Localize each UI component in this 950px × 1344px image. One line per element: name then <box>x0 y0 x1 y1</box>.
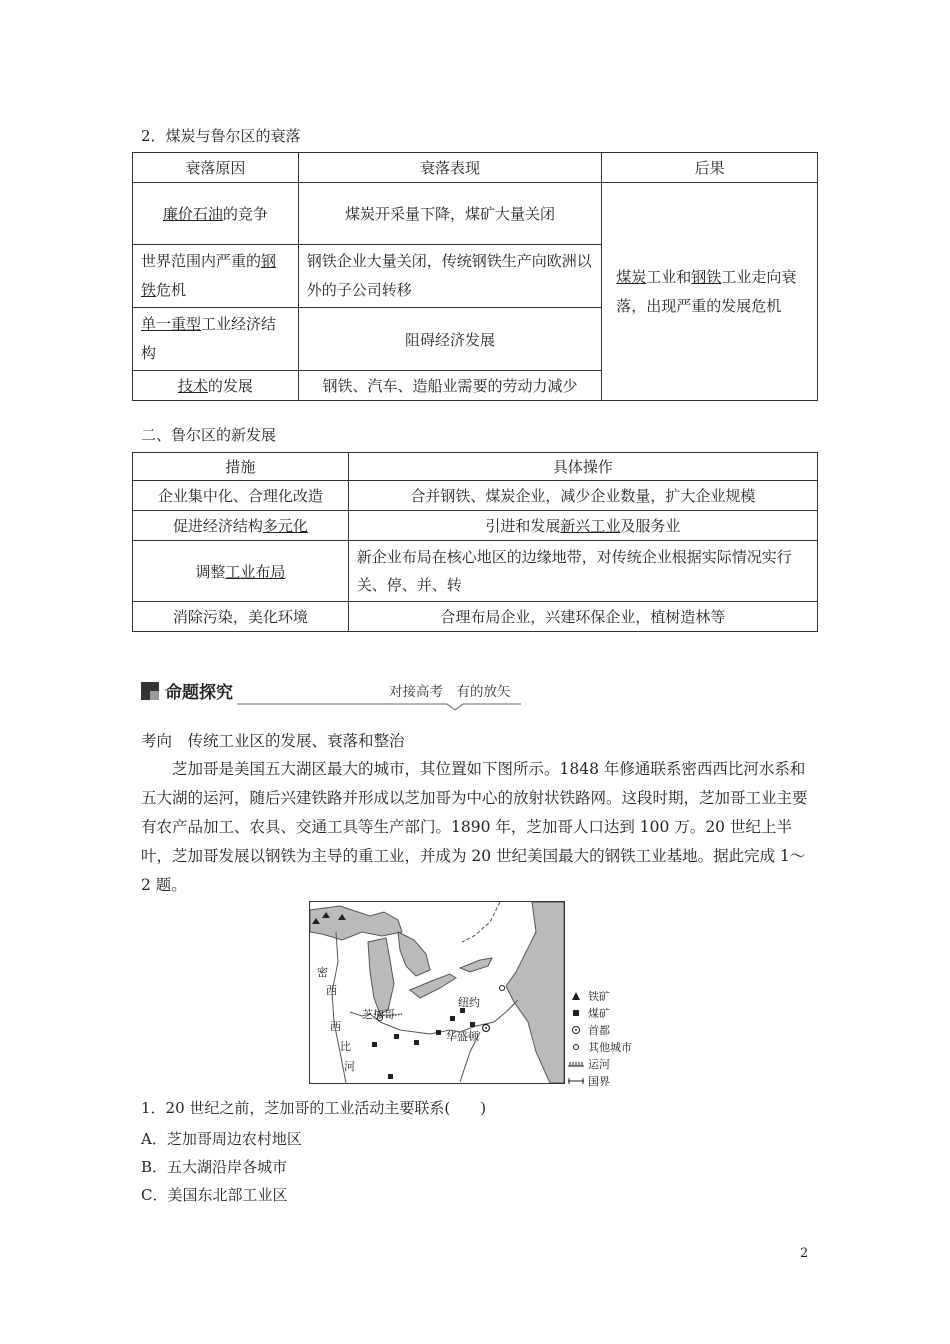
decline-performance: 钢铁、汽车、造船业需要的劳动力减少 <box>298 371 602 401</box>
development-measure <box>133 481 349 511</box>
city-icon <box>568 1042 584 1052</box>
iron-ore-icon <box>568 991 584 1001</box>
consequence-keyword: 钢铁 <box>691 267 722 286</box>
measure-text: 企业集中化、合理化改造 <box>157 487 323 505</box>
development-measure <box>133 541 349 602</box>
decline-table <box>132 152 818 401</box>
map-legend <box>568 987 658 1089</box>
legend-label: 煤矿 <box>588 1006 610 1020</box>
decline-header-performance: 衰落表现 <box>298 153 602 183</box>
passage: 芝加哥是美国五大湖区最大的城市，其位置如下图所示。1848 年修通联系密西西比河水系和五大湖的运河，随后兴建铁路并形成以芝加哥为中心的放射状铁路网。这段时期，芝加哥工业主要有农产品加工、农具、交通工具等生产部门。1890 年，芝加哥人口达到 100 万。20 世纪上半叶，芝加哥发展以钢铁为主导的重工业，并成为 20 世纪美国最大的钢铁工业基地。据此完成 1～2 题。 <box>141 760 808 894</box>
canal-icon <box>568 1059 584 1069</box>
question-stem: 1．20 世纪之前，芝加哥的工业活动主要联系( ) <box>141 1099 487 1117</box>
coal-mine-icon <box>414 1040 419 1045</box>
cause-text: 危机 <box>156 281 187 299</box>
legend-item <box>568 1004 658 1021</box>
decline-consequence <box>602 183 818 401</box>
consequence-keyword: 煤炭 <box>616 267 647 286</box>
development-operation: 合理布局企业，兴建环保企业，植树造林等 <box>348 602 817 632</box>
cause-keyword: 技术 <box>177 377 208 395</box>
capital-icon <box>568 1025 584 1035</box>
legend-item <box>568 1038 658 1055</box>
cause-text: 的发展 <box>207 377 253 395</box>
consequence-text: 工业和 <box>646 267 692 286</box>
development-measure <box>133 511 349 541</box>
banner-square-icon <box>141 682 159 700</box>
map-label-mi: 密 <box>317 966 328 979</box>
cause-text: 的竞争 <box>222 205 268 223</box>
development-measure <box>133 602 349 632</box>
development-header-measure: 措施 <box>133 453 349 481</box>
decline-performance: 阻碍经济发展 <box>298 308 602 371</box>
cause-text: 工业经济结构 <box>141 315 277 362</box>
development-operation: 新企业布局在核心地区的边缘地带，对传统企业根据实际情况实行关、停、并、转 <box>348 541 817 602</box>
map-label-newyork: 纽约 <box>458 996 480 1009</box>
question-option-b[interactable]: B．五大湖沿岸各城市 <box>141 1158 288 1176</box>
decline-cause <box>133 371 299 401</box>
development-table <box>132 452 818 632</box>
legend-item <box>568 1072 658 1089</box>
coal-mine-icon <box>394 1034 399 1039</box>
coal-mine-icon <box>450 1016 455 1021</box>
atlantic-ocean <box>506 902 564 1083</box>
topic-heading: 考向 传统工业区的发展、衰落和整治 <box>141 732 405 750</box>
lake-huron <box>398 932 430 976</box>
development-header-operation: 具体操作 <box>348 453 817 481</box>
map-label-chicago: 芝加哥 <box>362 1008 395 1021</box>
development-operation <box>348 511 817 541</box>
border-icon <box>568 1076 584 1086</box>
lake-michigan <box>368 938 394 1014</box>
national-border <box>462 902 500 942</box>
legend-item <box>568 987 658 1004</box>
decline-header-cause: 衰落原因 <box>133 153 299 183</box>
banner-subtitle: 对接高考 有的放矢 <box>389 684 511 700</box>
coal-mine-icon <box>372 1042 377 1047</box>
decline-performance: 钢铁企业大量关闭，传统钢铁生产向欧洲以外的子公司转移 <box>298 245 602 308</box>
lake-superior <box>310 906 402 940</box>
map-label-washington: 华盛顿 <box>446 1030 479 1043</box>
cause-keyword: 廉价石油 <box>162 205 223 223</box>
map-label-xi: 西 <box>326 984 337 997</box>
lake-erie <box>410 974 456 998</box>
development-operation: 合并钢铁、煤炭企业，减少企业数量，扩大企业规模 <box>348 481 817 511</box>
map-label-bi: 比 <box>340 1040 351 1053</box>
legend-label: 首都 <box>588 1023 610 1037</box>
legend-item <box>568 1055 658 1072</box>
cause-keyword: 单一重型 <box>141 315 202 333</box>
banner-divider <box>141 700 521 712</box>
decline-header-consequence: 后果 <box>602 153 818 183</box>
measure-text: 消除污染，美化环境 <box>172 608 308 626</box>
operation-text: 及服务业 <box>620 517 681 535</box>
city-icon <box>500 986 505 991</box>
question-option-a[interactable]: A．芝加哥周边农村地区 <box>141 1130 302 1148</box>
cause-keyword: 钢铁 <box>141 252 277 299</box>
map-label-xi: 西 <box>330 1020 341 1033</box>
measure-keyword: 工业布局 <box>225 562 286 581</box>
measure-text: 调整 <box>195 562 226 581</box>
question-option-c[interactable]: C．美国东北部工业区 <box>141 1186 288 1204</box>
section1-title: 2．煤炭与鲁尔区的衰落 <box>141 127 301 145</box>
map-graphic <box>310 902 564 1083</box>
decline-cause <box>133 183 299 245</box>
section-banner <box>141 678 521 708</box>
legend-label: 运河 <box>588 1057 610 1071</box>
operation-text: 引进和发展 <box>485 517 561 535</box>
coal-mine-icon <box>568 1008 584 1018</box>
coal-mine-icon <box>388 1074 393 1079</box>
page-number: 2 <box>800 1246 809 1261</box>
consequence-text: 工业走向衰落，出现严重的发展危机 <box>616 267 797 315</box>
coal-mine-icon <box>436 1030 441 1035</box>
decline-cause <box>133 308 299 371</box>
measure-text: 促进经济结构 <box>172 517 263 535</box>
legend-item <box>568 1021 658 1038</box>
capital-icon <box>485 1027 487 1029</box>
cause-text: 世界范围内严重的 <box>141 252 262 270</box>
map-label-he: 河 <box>344 1060 355 1073</box>
operation-keyword: 新兴工业 <box>560 517 621 535</box>
section2-title: 二、鲁尔区的新发展 <box>141 426 277 444</box>
legend-label: 其他城市 <box>588 1040 632 1054</box>
decline-performance: 煤炭开采量下降，煤矿大量关闭 <box>298 183 602 245</box>
legend-label: 铁矿 <box>588 989 610 1003</box>
measure-keyword: 多元化 <box>262 517 308 535</box>
decline-cause <box>133 245 299 308</box>
banner-title: 命题探究 <box>165 683 233 703</box>
coal-mine-icon <box>470 1022 475 1027</box>
legend-label: 国界 <box>588 1074 610 1088</box>
chicago-map <box>309 901 565 1084</box>
lake-ontario <box>460 958 492 972</box>
